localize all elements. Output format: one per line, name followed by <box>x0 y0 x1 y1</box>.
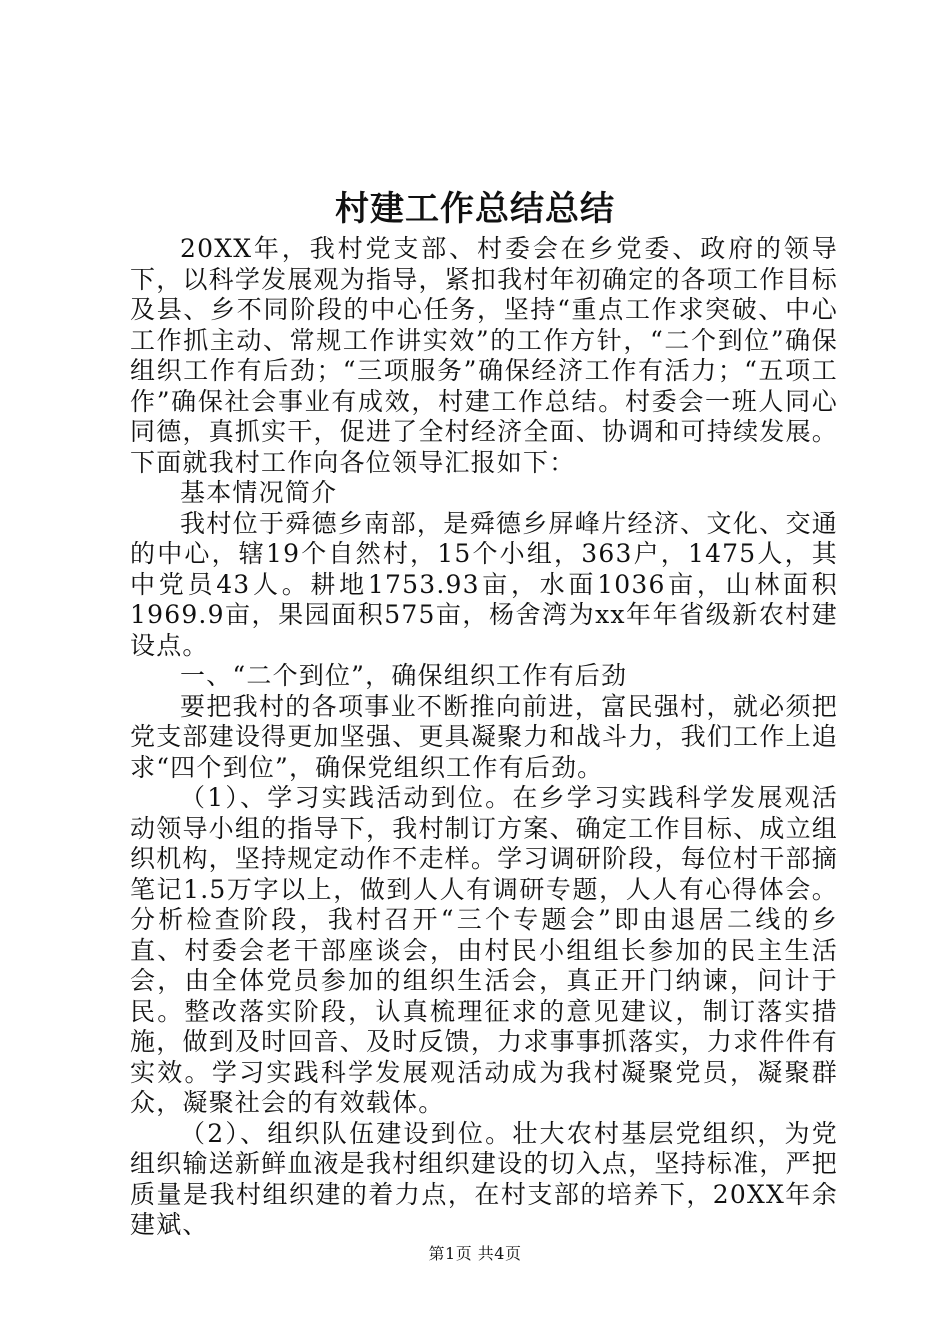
paragraph-section-one: 要把我村的各项事业不断推向前进，富民强村，就必须把党支部建设得更加坚强、更具凝聚力和战斗力，我们工作上追求“四个到位”，确保党组织工作有后劲。 <box>130 691 838 782</box>
page-footer: 第1页 共4页 <box>428 1244 522 1263</box>
section-heading-one: 一、“二个到位”，确保组织工作有后劲 <box>180 661 628 690</box>
paragraph-basic-info: 我村位于舜德乡南部，是舜德乡屏峰片经济、文化、交通的中心，辖19个自然村，15个小组，363户，1475人，其中党员43人。耕地1753.93亩，水面1036亩，山林面积1969.9亩，果园面积575亩，杨舍湾为xx年年省级新农村建设点。 <box>130 508 838 660</box>
section-heading-basic-info: 基本情况简介 <box>180 478 338 507</box>
paragraph-intro: 20XX年，我村党支部、村委会在乡党委、政府的领导下，以科学发展观为指导，紧扣我村年初确定的各项工作目标及县、乡不同阶段的中心任务，坚持“重点工作求突破、中心工作抓主动、常规工作讲实效”的工作方针，“二个到位”确保组织工作有后劲；“三项服务”确保经济工作有活力；“五项工作”确保社会事业有成效，村建工作总结。村委会一班人同心同德，真抓实干，促进了全村经济全面、协调和可持续发展。下面就我村工作向各位领导汇报如下： <box>130 234 838 477</box>
paragraph-item-1: （1）、学习实践活动到位。在乡学习实践科学发展观活动领导小组的指导下，我村制订方案、确定工作目标、成立组织机构，坚持规定动作不走样。学习调研阶段，每位村干部摘笔记1.5万字以上，做到人人有调研专题，人人有心得体会。分析检查阶段，我村召开“三个专题会”即由退居二线的乡直、村委会老干部座谈会，由村民小组组长参加的民主生活会，由全体党员参加的组织生活会，真正开门纳谏，问计于民。整改落实阶段，认真梳理征求的意见建议，制订落实措施，做到及时回音、及时反馈，力求事事抓落实，力求件件有实效。学习实践科学发展观活动成为我村凝聚党员，凝聚群众，凝聚社会的有效载体。 <box>130 783 838 1117</box>
paragraph-item-2: （2）、组织队伍建设到位。壮大农村基层党组织，为党组织输送新鲜血液是我村组织建设的切入点，坚持标准，严把质量是我村组织建的着力点，在村支部的培养下，20XX年余建斌、 <box>130 1118 838 1239</box>
document-body <box>130 234 838 1241</box>
document-title: 村建工作总结总结 <box>335 189 615 229</box>
